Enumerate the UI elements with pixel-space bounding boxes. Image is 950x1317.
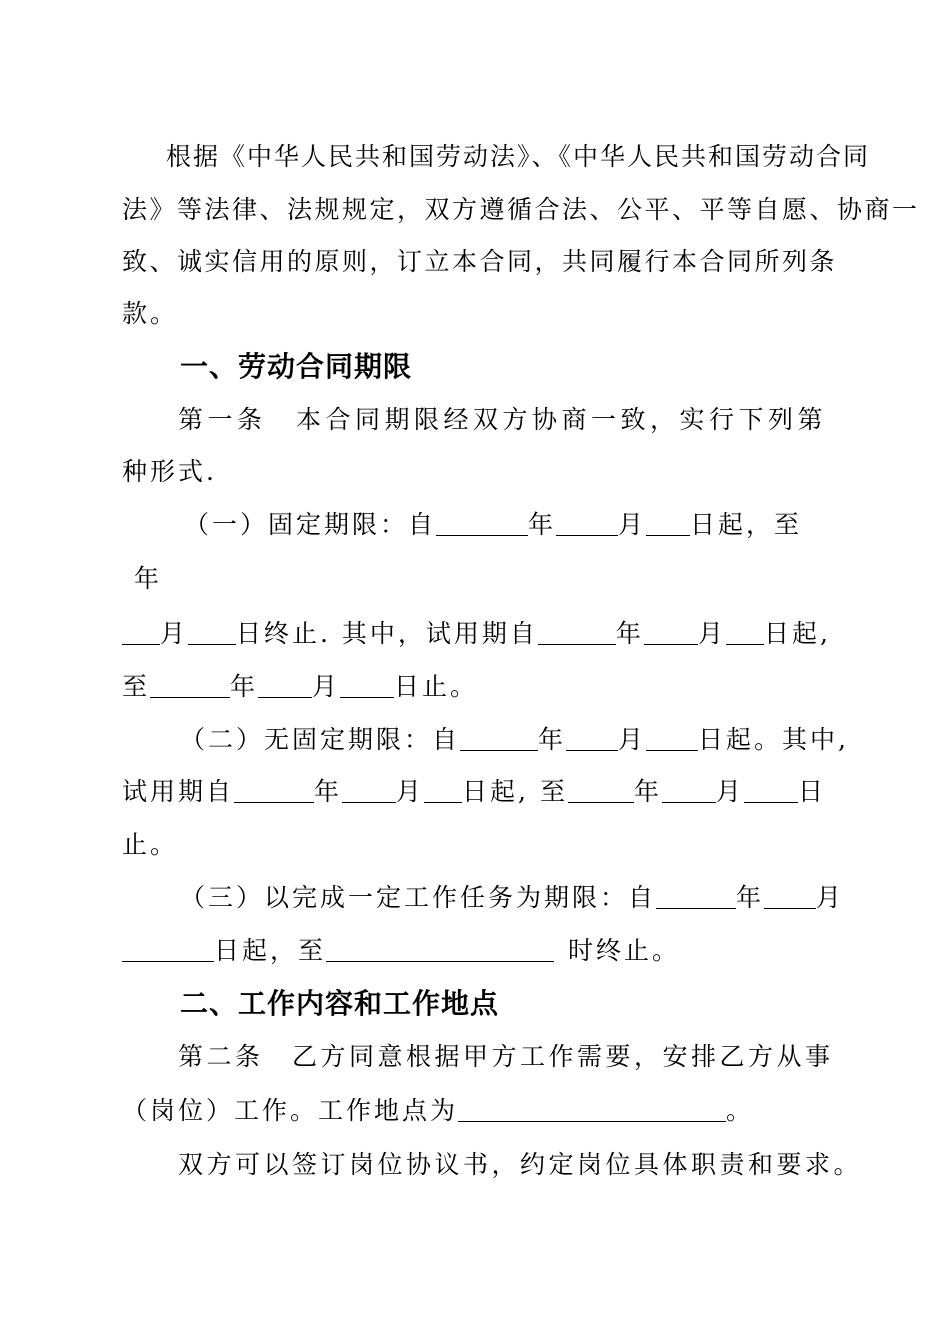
blank-open-trial-month[interactable] [342,778,396,803]
year-label: 年 [538,725,567,754]
day-start-label: 日起, [763,619,831,648]
month-label: 月 [312,672,341,701]
blank-trial-end-day[interactable] [340,673,394,698]
day-start-label: 日起，至 [214,936,327,965]
blank-open-trial-day[interactable] [424,778,462,803]
day-start-label: 日起，至 [690,510,803,539]
blank-task-start-day[interactable] [122,937,214,962]
month-label: 月 [618,510,647,539]
blank-trial-start-year[interactable] [538,620,616,645]
blank-open-trial-end-day[interactable] [744,778,798,803]
period: 。 [726,1096,755,1125]
blank-trial-end-year[interactable] [150,673,230,698]
blank-trial-end-month[interactable] [258,673,312,698]
blank-task-end[interactable] [326,937,554,962]
end-trial-label: 日终止. 其中，试用期自 [236,619,538,648]
blank-open-trial-end-year[interactable] [568,778,634,803]
month-label: 月 [697,619,726,648]
open-term-prefix: （二）无固定期限：自 [180,725,461,754]
year-label: 年 [633,777,662,806]
end-label: 时终止。 [568,936,681,965]
day-start-label: 日起, 至 [462,777,568,806]
article-1-line-2: 种形式. [122,457,217,486]
task-term-prefix: （三）以完成一定工作任务为期限：自 [180,883,657,912]
fixed-term-line-1 [184,508,802,542]
open-term-line-3: 止。 [122,830,179,859]
month-label: 月 [396,777,425,806]
article-1-line-1: 第一条 本合同期限经双方协商一致，实行下列第 [178,405,828,434]
blank-task-start-year[interactable] [656,884,736,909]
task-term-line-2 [122,934,680,968]
blank-start-year[interactable] [436,511,528,536]
month-label: 月 [816,883,845,912]
article-2-text: （岗位）工作。工作地点为 [122,1096,459,1125]
blank-start-month[interactable] [556,511,618,536]
blank-trial-start-day[interactable] [726,620,764,645]
blank-open-start-year[interactable] [460,726,538,751]
fixed-term-line-3 [122,617,831,651]
section-1-heading: 一、劳动合同期限 [180,350,413,383]
blank-work-location[interactable] [458,1097,726,1122]
blank-end-month[interactable] [122,620,160,645]
intro-line-4: 款。 [122,299,179,328]
month-label: 月 [618,725,647,754]
day-start-label: 日起。其中, [698,725,849,754]
month-label: 月 [715,777,744,806]
year-label: 年 [528,510,557,539]
open-term-line-2 [122,775,826,809]
fixed-term-prefix: （一）固定期限：自 [184,510,437,539]
task-term-line-1 [180,881,844,915]
fixed-term-line-2: 年 [134,564,163,593]
year-label: 年 [314,777,343,806]
section-2-heading: 二、工作内容和工作地点 [180,987,500,1020]
year-label: 年 [615,619,644,648]
intro-line-1: 根据《中华人民共和国劳动法》、《中华人民共和国劳动合同 [166,142,871,171]
open-term-line-1 [180,723,849,757]
trial-label: 试用期自 [122,777,235,806]
blank-open-trial-year[interactable] [234,778,314,803]
blank-trial-start-month[interactable] [644,620,698,645]
blank-start-day[interactable] [646,511,690,536]
fixed-term-line-4 [122,670,478,704]
intro-line-2: 法》等法律、法规规定，双方遵循合法、公平、平等自愿、协商一 [122,195,920,224]
article-2-line-1: 第二条 乙方同意根据甲方工作需要，安排乙方从事 [178,1042,834,1071]
day-label: 日 [797,777,826,806]
year-label: 年 [736,883,765,912]
blank-open-trial-end-month[interactable] [662,778,716,803]
blank-end-day[interactable] [188,620,236,645]
to-label: 至 [122,672,151,701]
month-label: 月 [160,619,189,648]
stop-label: 日止。 [394,672,479,701]
article-2-line-2 [122,1094,754,1128]
agreement-line: 双方可以签订岗位协议书，约定岗位具体职责和要求。 [178,1150,863,1179]
intro-line-3: 致、诚实信用的原则，订立本合同，共同履行本合同所列条 [122,247,838,276]
blank-open-start-month[interactable] [566,726,618,751]
blank-open-start-day[interactable] [646,726,698,751]
blank-task-start-month[interactable] [764,884,816,909]
year-label: 年 [230,672,259,701]
